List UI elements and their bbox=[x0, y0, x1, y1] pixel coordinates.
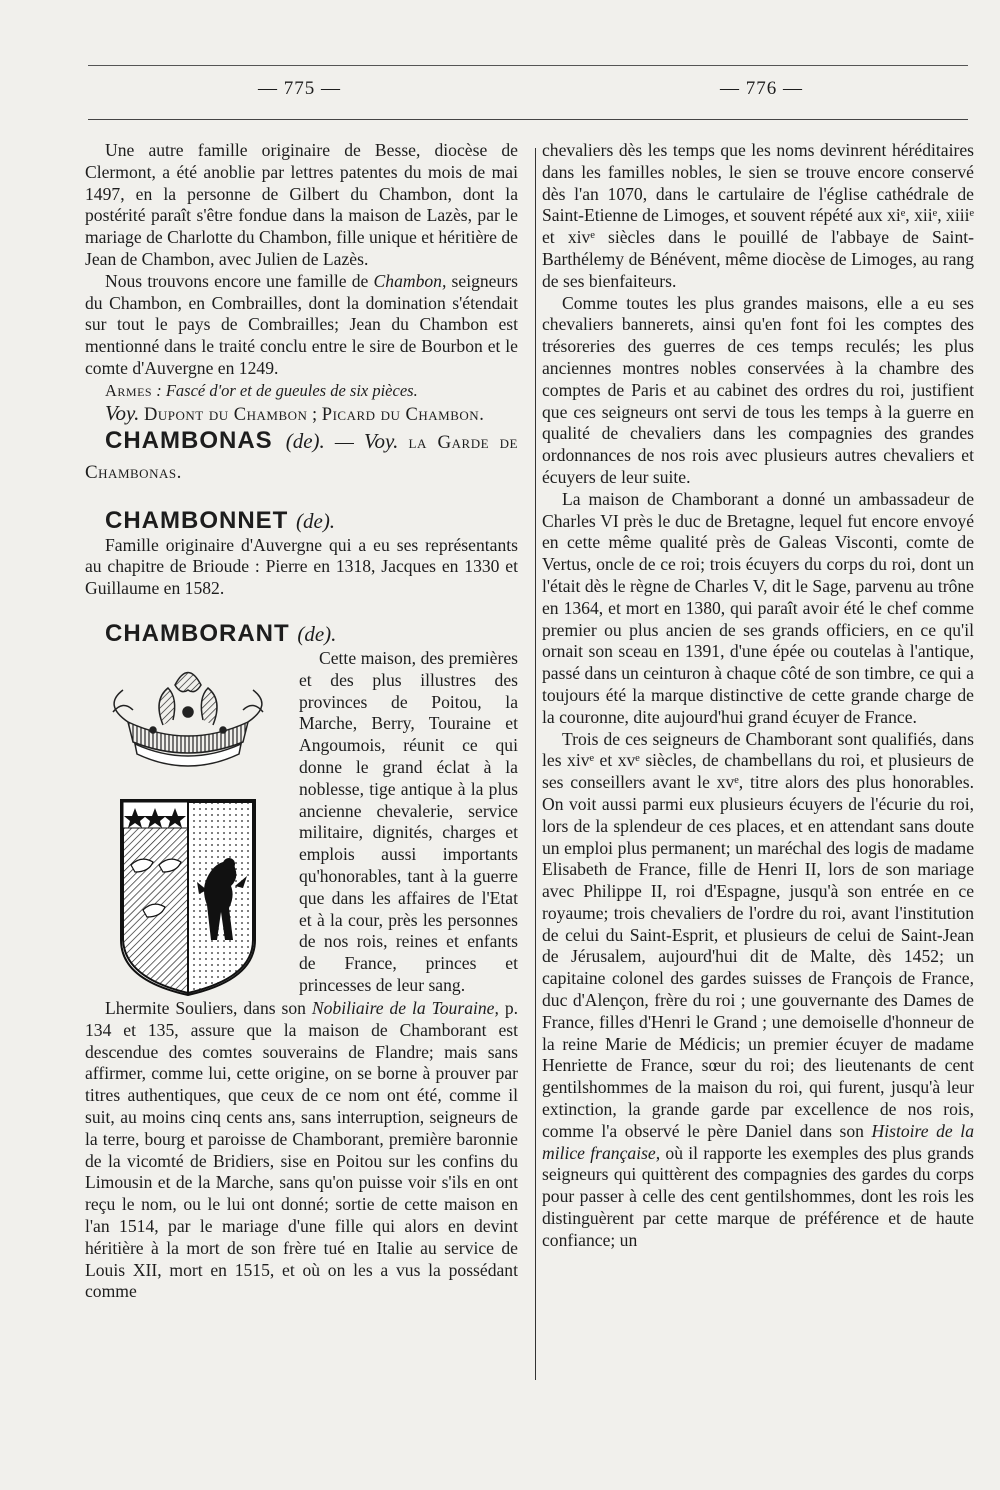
dash: — bbox=[324, 431, 364, 453]
voy-reference: Dupont du Chambon bbox=[144, 404, 308, 425]
heading-name: CHAMBONAS bbox=[105, 426, 273, 454]
left-column bbox=[85, 140, 518, 1303]
text-span: Nous trouvons encore une famille de bbox=[105, 270, 374, 291]
top-rule bbox=[88, 65, 968, 66]
text-span: Trois de ces seigneurs de Chamborant sont qualifiés, dans les xivᵉ et xvᵉ siècles, de chambellans du roi, et plusieurs de ses conseillers avant le xvᵉ, titre alors des plus honorables. On voit aussi parmi eux plusieurs écuyers de l'écurie du roi, lors de la splendeur de ces places, et en attendant sans doute un emploi plus permanent; un maréchal des logis de madame Elisabeth de France, fille de Henri II, lors de son mariage avec Philippe II, roi d'Espagne, jusqu'à son entrée en ce royaume; trois chevaliers de l'ordre du roi, avant l'institution de celui du Saint-Esprit, et plusieurs de celui de Saint-Jean de Jérusalem, aujourd'hui dit de Malte, dès 1452; un capitaine colonel des gardes suisses de François de France, duc d'Alençon, frère du roi ; une gouvernante des Dames de France, filles d'Henri le Grand ; une demoiselle d'honneur de la reine Marie de Médicis; un premier écuyer de madame Henriette de France, sœur du roi; des lieutenants de cent gentilshommes de la maison du roi, qui furent, jusqu'à leur extinction, la grande garde par excellence de nos rois, comme l'a observé le père Daniel dans son bbox=[542, 728, 974, 1141]
voy-end: . bbox=[479, 404, 484, 425]
paragraph-chamborant: Cette maison, des premières et des plus illustres des provinces de Poitou, la Marche, Berry, Touraine et Angoumois, réunit ce qui donne le grand éclat à la noblesse, tige antique à la plus ancienne chevalerie, service militaire, dignités, charges et emplois aussi importants qu'honorables, tant à la guerre que dans les affaires de l'Etat et à la cour, près les personnes de nos rois, reines et enfants de France, princes et princesses de leur sang. bbox=[299, 647, 518, 995]
paragraph-besse: Une autre famille originaire de Besse, diocèse de Clermont, a été anoblie par lettres patentes du mois de mai 1497, en la personne de Gilbert du Chambon, dont la postérité paraît s'être fondue dans la maison de Lazès, par le mariage de Charlotte du Chambon, fille unique et héritière de Jean de Chambon, avec Julien de Lazès. bbox=[85, 140, 518, 269]
voy-end: . bbox=[176, 461, 182, 483]
paragraph-bannerets: Comme toutes les plus grandes maisons, elle a eu ses chevaliers bannerets, ainsi qu'en font foi les comptes des trésoreries des guerres de ces temps reculés; les plus anciennes montres nobles conservées à la chambre des comptes de Paris et au cabinet des ordres du roi, justifient que ces seigneurs ont servi de tous les temps à la guerre en qualité de chevaliers dans les compagnies des grandes ordonnances de nos rois avec plusieurs autres chevaliers et écuyers de leur suite. bbox=[542, 292, 974, 487]
left-page-number: — 775 — bbox=[258, 78, 341, 99]
paragraph-chambellans bbox=[542, 729, 974, 1252]
heading-name: CHAMBONNET bbox=[105, 506, 289, 534]
italic-span: Histoire de la milice française, bbox=[542, 1120, 974, 1163]
right-page-number: — 776 — bbox=[720, 78, 803, 99]
paragraph-chevaliers: chevaliers dès les temps que les noms devinrent héréditaires dans les familles nobles, le sien se trouve encore conservé dès l'an 1070, dans le cartulaire de l'église cathédrale de Saint-Etienne de Limoges, et souvent répété aux xiᵉ, xiiᵉ, xiiiᵉ et xivᵉ siècles dans le pouillé de l'abbaye de Saint-Barthélemy de Bénévent, même diocèse de Limoges, au rang de ses bienfaiteurs. bbox=[542, 140, 974, 291]
arms-label: Armes bbox=[105, 380, 153, 400]
text-span: Lhermite Souliers, dans son bbox=[105, 997, 312, 1018]
voy-separator: ; bbox=[307, 404, 322, 425]
header-rule bbox=[88, 119, 968, 120]
text-span: p. 134 et 135, assure que la maison de Chamborant est descendue des comtes souverains de Flandre; mais sans affirmer, comme lui, cette origine, on se borne à prouver par titres authentiques, que ceux de ce nom ont été, comme il suit, au moins cinq cents ans, sans interruption, seigneurs de la terre, bourg et paroisse de Chamborant, première baronnie de la vicomté de Bridiers, sise en Poitou sur les confins du Limousin et de la Marche, sans qu'on puisse voir s'ils en ont reçu le nom, ou le lui ont donné; sortie de cette maison en l'an 1514, par le mariage d'une fille qui alors en devint héritière à la mort de son frère tué en Italie au service de Louis XII, mort en 1515, et où on les a vus la possédant comme bbox=[85, 997, 519, 1302]
entry-heading-chambonas bbox=[85, 427, 518, 487]
paragraph-ambassadeur: La maison de Chamborant a donné un ambassadeur de Charles VI près le duc de Bretagne, lequel fut encore envoyé en cette même qualité près de Galeas Visconti, comte de Vertus, oncle de ce roi; trois écuyers du corps du roi, dont un l'était dès le règne de Charles V, dit le Sage, parvenu au trône en 1364, et mort en 1380, qui paraît avoir été le chef comme premier ou plus ancien de ses grands officiers, en ce qu'il ornait son sceau en 1391, d'une épée ou coutelas à l'antique, passé dans un ceinturon à chaque côté de son timbre, ce qui a toujours été la marque distinctive de cette grande charge de la couronne, dite aujourd'hui grand écuyer de France. bbox=[542, 488, 974, 727]
heading-particle: (de). bbox=[296, 508, 336, 533]
coat-of-arms-with-crown-icon bbox=[83, 650, 293, 998]
italic-span: Chambon, bbox=[373, 270, 447, 291]
paragraph-lhermite bbox=[85, 998, 518, 1303]
voy-label: Voy. bbox=[105, 400, 140, 425]
paragraph-combrailles bbox=[85, 271, 518, 380]
text-span: seigneurs du Chambon, en Combrailles, dont la domination s'étendait sur tout le pays de Combrailles; Jean du Chambon est mentionné dans le traité conclu entre le sire de Bourbon et le comte d'Auvergne en 1249. bbox=[85, 270, 518, 378]
voy-reference: Picard du Chambon bbox=[321, 404, 480, 425]
arms-line bbox=[85, 380, 518, 402]
voy-line bbox=[85, 402, 518, 427]
heading-particle: (de). bbox=[297, 621, 337, 646]
arms-text: : Fascé d'or et de gueules de six pièces. bbox=[152, 380, 418, 400]
heading-name: CHAMBORANT bbox=[105, 619, 290, 647]
voy-label: Voy. bbox=[363, 428, 399, 453]
right-column bbox=[542, 140, 974, 1252]
entry-heading-chambonnet bbox=[85, 507, 518, 535]
text-span: où il rapporte les exemples des plus grands seigneurs qui quittèrent des compagnies des gardes du corps pour passer à celle des cent gentilshommes, dont les rois les distinguèrent par cette marque de préférence et de haute confiance; un bbox=[542, 1142, 974, 1250]
heading-particle: (de). bbox=[285, 428, 325, 453]
voy-reference: la Garde de Chambonas bbox=[85, 431, 518, 483]
paragraph-chambonnet: Famille originaire d'Auvergne qui a eu ses représentants au chapitre de Brioude : Pierre en 1318, Jacques en 1330 et Guillaume en 1582. bbox=[85, 534, 518, 599]
column-divider bbox=[535, 148, 536, 1380]
italic-span: Nobiliaire de la Touraine, bbox=[311, 997, 499, 1018]
entry-heading-chamborant bbox=[85, 620, 518, 648]
